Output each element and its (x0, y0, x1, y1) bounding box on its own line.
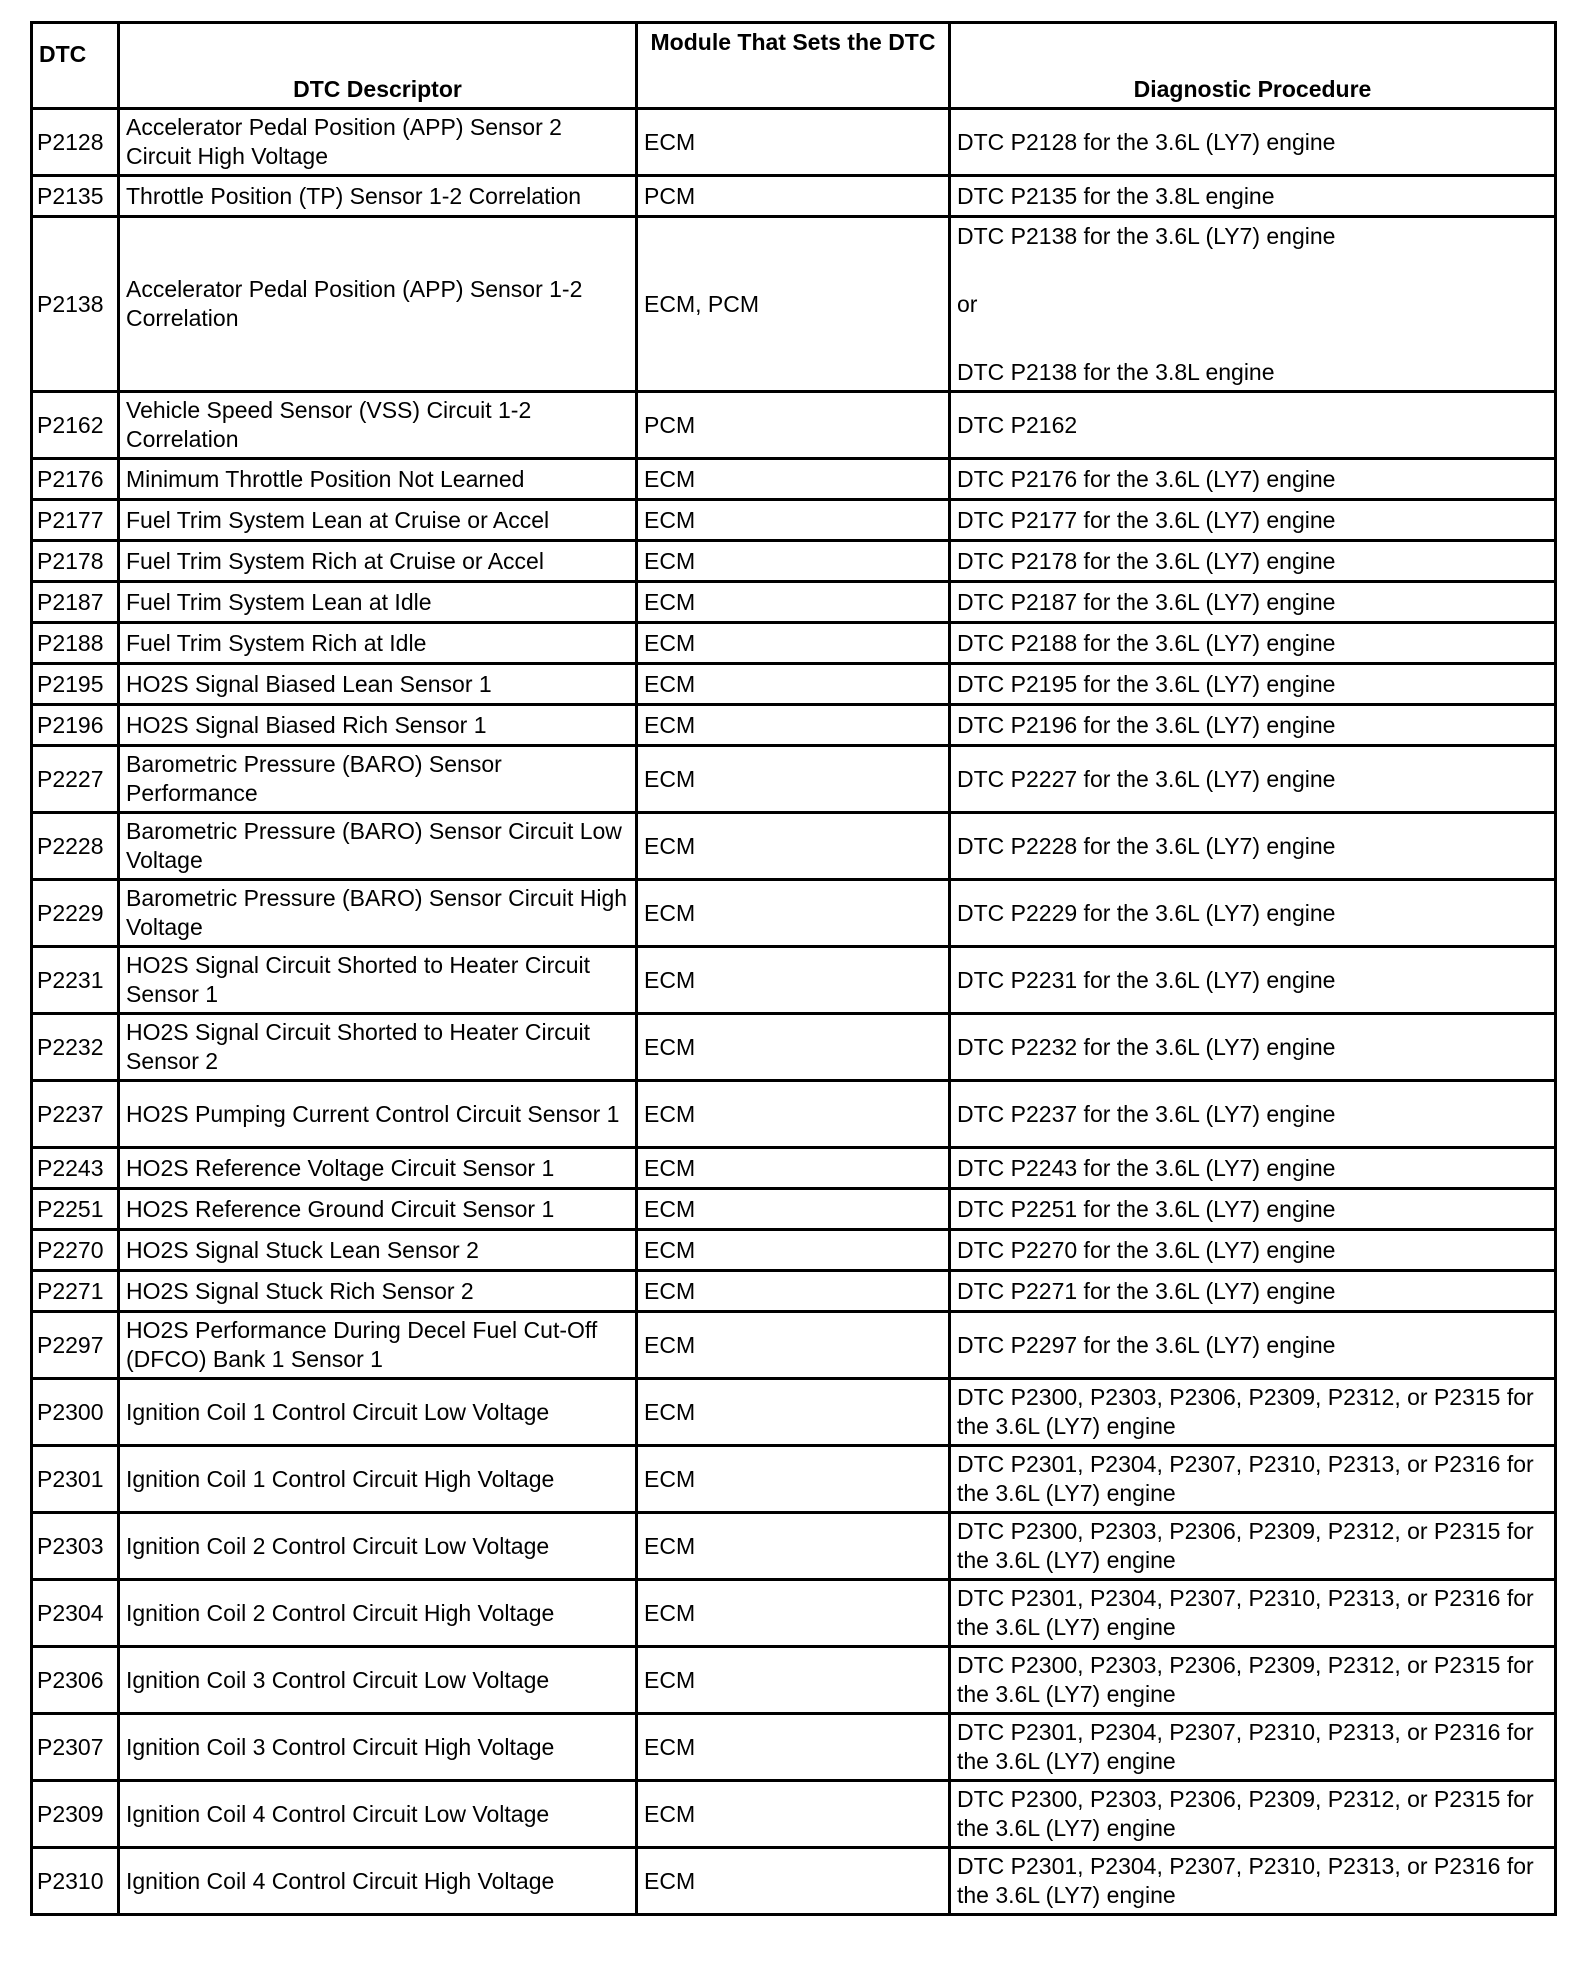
cell-module: ECM (637, 1312, 950, 1379)
cell-module: ECM (637, 1580, 950, 1647)
cell-module: ECM (637, 541, 950, 582)
cell-dtc-code: P2176 (32, 459, 119, 500)
cell-descriptor: Accelerator Pedal Position (APP) Sensor 1-2 Correlation (119, 217, 637, 392)
cell-descriptor: HO2S Signal Circuit Shorted to Heater Circuit Sensor 1 (119, 947, 637, 1014)
cell-descriptor: HO2S Signal Circuit Shorted to Heater Circuit Sensor 2 (119, 1014, 637, 1081)
table-row (32, 459, 1556, 500)
table-header-row (32, 23, 1556, 109)
cell-dtc-code: P2304 (32, 1580, 119, 1647)
table-row (32, 1848, 1556, 1915)
table-row (32, 1081, 1556, 1148)
cell-procedure: DTC P2271 for the 3.6L (LY7) engine (950, 1271, 1556, 1312)
header-dtc: DTC (32, 23, 119, 109)
cell-module: ECM (637, 705, 950, 746)
cell-procedure (950, 217, 1556, 392)
cell-descriptor: Fuel Trim System Lean at Cruise or Accel (119, 500, 637, 541)
table-row (32, 582, 1556, 623)
table-row (32, 1714, 1556, 1781)
cell-procedure: DTC P2176 for the 3.6L (LY7) engine (950, 459, 1556, 500)
table-row (32, 500, 1556, 541)
cell-module: ECM (637, 1189, 950, 1230)
cell-procedure: DTC P2229 for the 3.6L (LY7) engine (950, 880, 1556, 947)
cell-dtc-code: P2309 (32, 1781, 119, 1848)
table-row (32, 664, 1556, 705)
cell-dtc-code: P2177 (32, 500, 119, 541)
table-row (32, 1148, 1556, 1189)
cell-procedure: DTC P2232 for the 3.6L (LY7) engine (950, 1014, 1556, 1081)
cell-module: ECM (637, 880, 950, 947)
table-row (32, 392, 1556, 459)
cell-procedure: DTC P2301, P2304, P2307, P2310, P2313, or P2316 for the 3.6L (LY7) engine (950, 1446, 1556, 1513)
procedure-spacer (957, 319, 1548, 358)
table-row (32, 1580, 1556, 1647)
table-row (32, 217, 1556, 392)
cell-descriptor: Barometric Pressure (BARO) Sensor Circuit Low Voltage (119, 813, 637, 880)
cell-dtc-code: P2271 (32, 1271, 119, 1312)
cell-procedure: DTC P2195 for the 3.6L (LY7) engine (950, 664, 1556, 705)
cell-descriptor: Accelerator Pedal Position (APP) Sensor 2 Circuit High Voltage (119, 109, 637, 176)
cell-procedure: DTC P2300, P2303, P2306, P2309, P2312, or P2315 for the 3.6L (LY7) engine (950, 1647, 1556, 1714)
cell-procedure: DTC P2162 (950, 392, 1556, 459)
cell-procedure: DTC P2178 for the 3.6L (LY7) engine (950, 541, 1556, 582)
cell-descriptor: HO2S Reference Voltage Circuit Sensor 1 (119, 1148, 637, 1189)
cell-descriptor: Ignition Coil 3 Control Circuit Low Voltage (119, 1647, 637, 1714)
cell-descriptor: Fuel Trim System Lean at Idle (119, 582, 637, 623)
cell-module: ECM (637, 1647, 950, 1714)
cell-descriptor: Minimum Throttle Position Not Learned (119, 459, 637, 500)
cell-module: ECM (637, 947, 950, 1014)
table-row (32, 1271, 1556, 1312)
cell-module: ECM (637, 500, 950, 541)
cell-dtc-code: P2188 (32, 623, 119, 664)
header-procedure: Diagnostic Procedure (950, 23, 1556, 109)
table-row (32, 1189, 1556, 1230)
cell-module: ECM (637, 1714, 950, 1781)
cell-descriptor: Ignition Coil 1 Control Circuit High Voltage (119, 1446, 637, 1513)
cell-descriptor: Fuel Trim System Rich at Cruise or Accel (119, 541, 637, 582)
cell-module: ECM (637, 1014, 950, 1081)
cell-descriptor: Vehicle Speed Sensor (VSS) Circuit 1-2 Correlation (119, 392, 637, 459)
cell-dtc-code: P2300 (32, 1379, 119, 1446)
table-row (32, 176, 1556, 217)
cell-module: ECM (637, 1513, 950, 1580)
cell-descriptor: Ignition Coil 1 Control Circuit Low Voltage (119, 1379, 637, 1446)
table-row (32, 947, 1556, 1014)
cell-module: ECM (637, 459, 950, 500)
cell-dtc-code: P2135 (32, 176, 119, 217)
cell-descriptor: HO2S Signal Biased Rich Sensor 1 (119, 705, 637, 746)
cell-module: ECM (637, 623, 950, 664)
cell-dtc-code: P2307 (32, 1714, 119, 1781)
dtc-table (30, 21, 1557, 1916)
cell-dtc-code: P2196 (32, 705, 119, 746)
cell-descriptor: HO2S Signal Biased Lean Sensor 1 (119, 664, 637, 705)
table-row (32, 1230, 1556, 1271)
cell-descriptor: Ignition Coil 3 Control Circuit High Voltage (119, 1714, 637, 1781)
cell-module: ECM (637, 1446, 950, 1513)
cell-descriptor: Ignition Coil 4 Control Circuit High Voltage (119, 1848, 637, 1915)
cell-dtc-code: P2138 (32, 217, 119, 392)
cell-procedure: DTC P2300, P2303, P2306, P2309, P2312, or P2315 for the 3.6L (LY7) engine (950, 1781, 1556, 1848)
table-row (32, 1513, 1556, 1580)
cell-module: PCM (637, 392, 950, 459)
cell-module: PCM (637, 176, 950, 217)
cell-module: ECM (637, 1230, 950, 1271)
table-row (32, 1312, 1556, 1379)
cell-procedure: DTC P2300, P2303, P2306, P2309, P2312, or P2315 for the 3.6L (LY7) engine (950, 1513, 1556, 1580)
cell-dtc-code: P2187 (32, 582, 119, 623)
cell-dtc-code: P2237 (32, 1081, 119, 1148)
cell-module: ECM (637, 813, 950, 880)
table-row (32, 1014, 1556, 1081)
cell-procedure: DTC P2177 for the 3.6L (LY7) engine (950, 500, 1556, 541)
cell-dtc-code: P2303 (32, 1513, 119, 1580)
cell-dtc-code: P2243 (32, 1148, 119, 1189)
table-row (32, 109, 1556, 176)
table-row (32, 813, 1556, 880)
cell-module: ECM (637, 1848, 950, 1915)
cell-dtc-code: P2227 (32, 746, 119, 813)
table-row (32, 541, 1556, 582)
cell-descriptor: HO2S Reference Ground Circuit Sensor 1 (119, 1189, 637, 1230)
cell-module: ECM (637, 1081, 950, 1148)
header-descriptor: DTC Descriptor (119, 23, 637, 109)
table-row (32, 623, 1556, 664)
cell-procedure: DTC P2237 for the 3.6L (LY7) engine (950, 1081, 1556, 1148)
cell-dtc-code: P2231 (32, 947, 119, 1014)
cell-dtc-code: P2251 (32, 1189, 119, 1230)
cell-descriptor: Ignition Coil 2 Control Circuit High Voltage (119, 1580, 637, 1647)
cell-dtc-code: P2232 (32, 1014, 119, 1081)
cell-module: ECM (637, 109, 950, 176)
cell-module: ECM (637, 1781, 950, 1848)
cell-dtc-code: P2301 (32, 1446, 119, 1513)
table-row (32, 746, 1556, 813)
dtc-table-container (30, 21, 1554, 1916)
header-module: Module That Sets the DTC (637, 23, 950, 109)
cell-module: ECM (637, 1271, 950, 1312)
cell-module: ECM (637, 746, 950, 813)
cell-descriptor: HO2S Signal Stuck Rich Sensor 2 (119, 1271, 637, 1312)
procedure-line: or (957, 290, 978, 317)
cell-module: ECM (637, 582, 950, 623)
table-row (32, 705, 1556, 746)
cell-procedure: DTC P2231 for the 3.6L (LY7) engine (950, 947, 1556, 1014)
cell-dtc-code: P2270 (32, 1230, 119, 1271)
cell-procedure: DTC P2301, P2304, P2307, P2310, P2313, or P2316 for the 3.6L (LY7) engine (950, 1580, 1556, 1647)
cell-descriptor: Barometric Pressure (BARO) Sensor Performance (119, 746, 637, 813)
cell-procedure: DTC P2135 for the 3.8L engine (950, 176, 1556, 217)
cell-procedure: DTC P2228 for the 3.6L (LY7) engine (950, 813, 1556, 880)
cell-procedure: DTC P2270 for the 3.6L (LY7) engine (950, 1230, 1556, 1271)
cell-procedure: DTC P2128 for the 3.6L (LY7) engine (950, 109, 1556, 176)
cell-procedure: DTC P2196 for the 3.6L (LY7) engine (950, 705, 1556, 746)
cell-procedure: DTC P2188 for the 3.6L (LY7) engine (950, 623, 1556, 664)
cell-module: ECM (637, 664, 950, 705)
cell-descriptor: Throttle Position (TP) Sensor 1-2 Correlation (119, 176, 637, 217)
cell-dtc-code: P2297 (32, 1312, 119, 1379)
cell-descriptor: Fuel Trim System Rich at Idle (119, 623, 637, 664)
cell-procedure: DTC P2187 for the 3.6L (LY7) engine (950, 582, 1556, 623)
cell-descriptor: Ignition Coil 4 Control Circuit Low Voltage (119, 1781, 637, 1848)
table-row (32, 880, 1556, 947)
cell-procedure: DTC P2301, P2304, P2307, P2310, P2313, or P2316 for the 3.6L (LY7) engine (950, 1848, 1556, 1915)
cell-procedure: DTC P2251 for the 3.6L (LY7) engine (950, 1189, 1556, 1230)
cell-procedure: DTC P2301, P2304, P2307, P2310, P2313, or P2316 for the 3.6L (LY7) engine (950, 1714, 1556, 1781)
cell-descriptor: HO2S Pumping Current Control Circuit Sensor 1 (119, 1081, 637, 1148)
cell-descriptor: HO2S Performance During Decel Fuel Cut-Off (DFCO) Bank 1 Sensor 1 (119, 1312, 637, 1379)
cell-module: ECM, PCM (637, 217, 950, 392)
cell-dtc-code: P2229 (32, 880, 119, 947)
table-row (32, 1446, 1556, 1513)
cell-dtc-code: P2128 (32, 109, 119, 176)
cell-procedure: DTC P2297 for the 3.6L (LY7) engine (950, 1312, 1556, 1379)
table-row (32, 1647, 1556, 1714)
procedure-line: DTC P2138 for the 3.6L (LY7) engine (957, 222, 1336, 249)
cell-module: ECM (637, 1148, 950, 1189)
cell-descriptor: Barometric Pressure (BARO) Sensor Circuit High Voltage (119, 880, 637, 947)
cell-procedure: DTC P2227 for the 3.6L (LY7) engine (950, 746, 1556, 813)
cell-descriptor: Ignition Coil 2 Control Circuit Low Voltage (119, 1513, 637, 1580)
cell-dtc-code: P2310 (32, 1848, 119, 1915)
cell-dtc-code: P2178 (32, 541, 119, 582)
table-row (32, 1781, 1556, 1848)
procedure-line: DTC P2138 for the 3.8L engine (957, 358, 1275, 385)
cell-descriptor: HO2S Signal Stuck Lean Sensor 2 (119, 1230, 637, 1271)
table-row (32, 1379, 1556, 1446)
cell-procedure: DTC P2243 for the 3.6L (LY7) engine (950, 1148, 1556, 1189)
procedure-spacer (957, 251, 1548, 290)
cell-dtc-code: P2228 (32, 813, 119, 880)
cell-dtc-code: P2195 (32, 664, 119, 705)
cell-dtc-code: P2162 (32, 392, 119, 459)
cell-dtc-code: P2306 (32, 1647, 119, 1714)
cell-procedure: DTC P2300, P2303, P2306, P2309, P2312, or P2315 for the 3.6L (LY7) engine (950, 1379, 1556, 1446)
cell-module: ECM (637, 1379, 950, 1446)
